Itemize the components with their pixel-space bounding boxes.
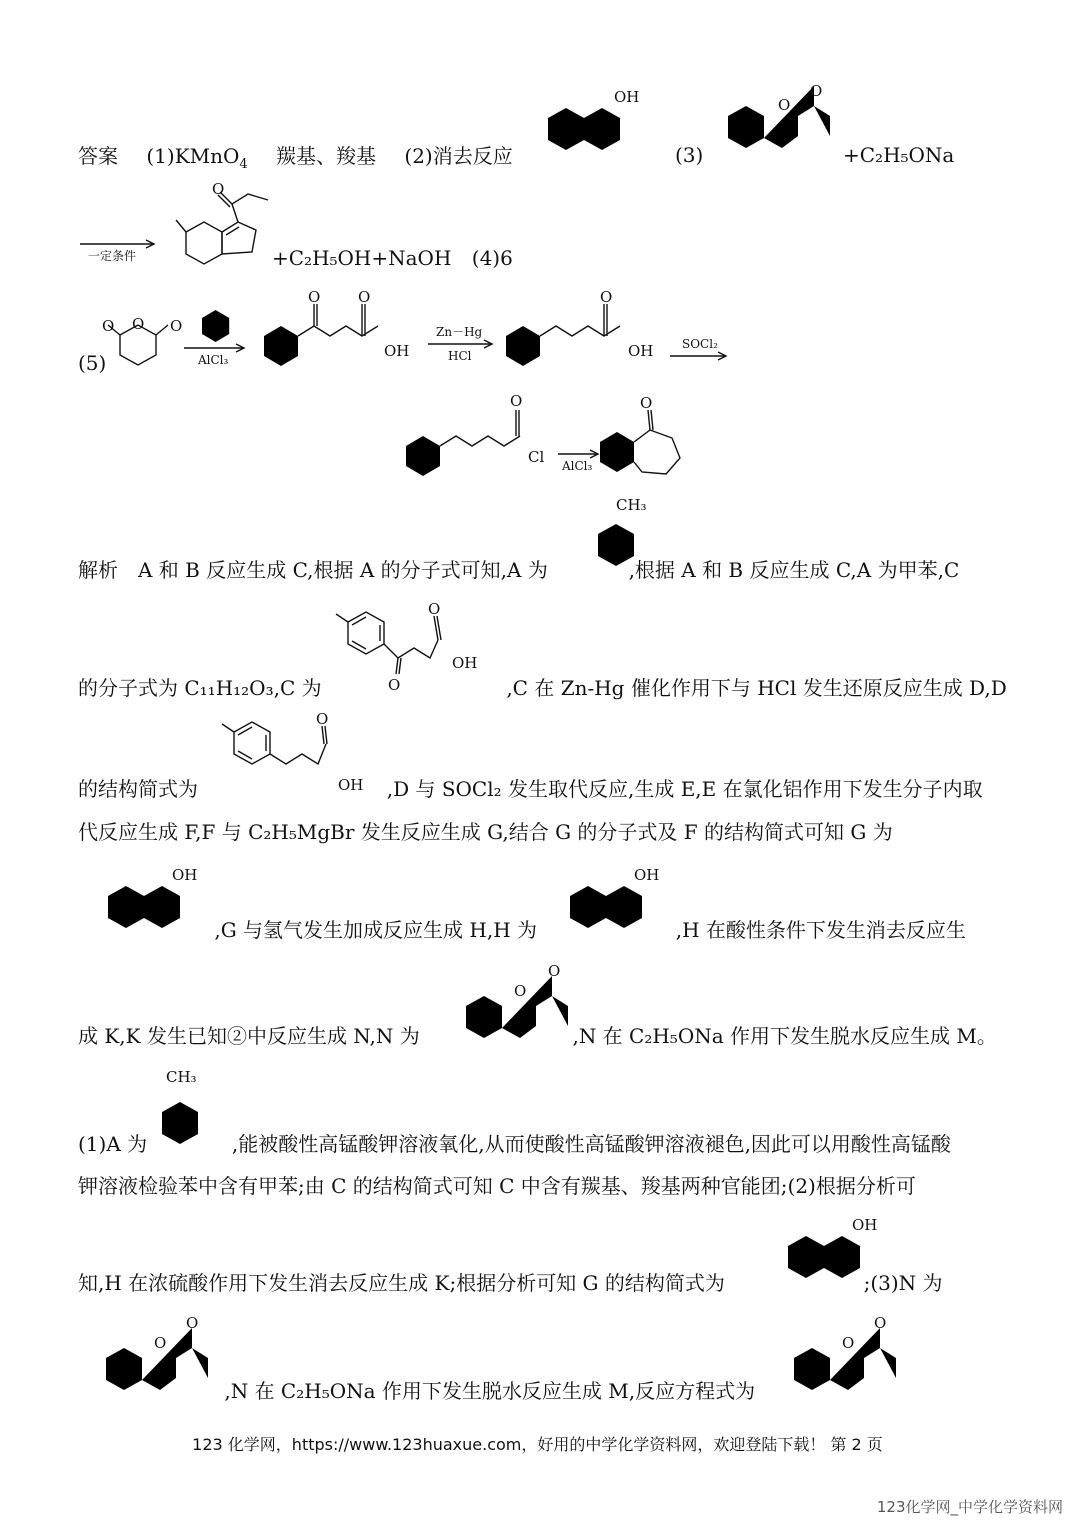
- svg-text:OH: OH: [628, 342, 654, 360]
- structure-n-equation: [772, 1314, 912, 1408]
- structure-g-analysis: [86, 866, 226, 946]
- svg-text:O: O: [132, 315, 145, 333]
- analysis-line-7: (1)A 为 ,能被酸性高锰酸钾溶液氧化,从而使酸性高锰酸钾溶液褪色,因此可以用酸性高锰酸: [78, 1132, 951, 1156]
- answer-groups: 羰基、羧基: [276, 144, 377, 168]
- svg-text:OH: OH: [452, 654, 478, 672]
- svg-text:O: O: [212, 180, 225, 198]
- svg-text:O: O: [388, 676, 401, 694]
- structure-toluene-2: [138, 1068, 218, 1158]
- svg-text:OH: OH: [634, 866, 660, 884]
- answer-part-4: (4)6: [471, 246, 513, 270]
- svg-text:SOCl₂: SOCl₂: [682, 337, 718, 351]
- svg-text:O: O: [316, 710, 329, 728]
- structure-toluene-1: [574, 496, 654, 576]
- answer-part-5: (5): [78, 351, 107, 375]
- oh-label: OH: [614, 88, 640, 106]
- reaction-arrow-cond: [80, 236, 160, 266]
- structure-n-part3: [84, 1314, 224, 1408]
- svg-text:O: O: [874, 1314, 887, 1332]
- structure-m: [176, 180, 286, 274]
- svg-text:O: O: [358, 288, 371, 306]
- svg-text:O: O: [428, 600, 441, 618]
- analysis-line-5: ,G 与氢气发生加成反应生成 H,H 为 ,H 在酸性条件下发生消去反应生: [214, 918, 966, 942]
- structure-g-answer: [526, 88, 666, 168]
- arrow-znhg-hcl: [428, 322, 498, 362]
- svg-text:O: O: [778, 96, 791, 114]
- arrow-benzene-alcl3: [184, 310, 254, 370]
- structure-g-part2: [766, 1216, 906, 1296]
- svg-text:O: O: [514, 982, 527, 1000]
- svg-text:AlCl₃: AlCl₃: [562, 459, 593, 473]
- svg-text:OH: OH: [384, 342, 410, 360]
- svg-text:O: O: [640, 394, 653, 412]
- answer-label: 答案: [78, 144, 118, 168]
- structure-n-analysis: [444, 962, 584, 1056]
- svg-text:O: O: [170, 317, 183, 335]
- svg-text:一定条件: 一定条件: [88, 249, 137, 263]
- phenylvaleric-acid: [502, 288, 672, 368]
- svg-text:Zn－Hg: Zn－Hg: [436, 325, 483, 339]
- svg-text:O: O: [186, 1314, 199, 1332]
- benzosuberone: [596, 394, 716, 484]
- structure-d: [214, 710, 384, 800]
- analysis-line-4: 代反应生成 F,F 与 C₂H₅MgBr 发生反应生成 G,结合 G 的分子式及 F 的结构简式可知 G 为: [78, 820, 893, 844]
- answer-part-3: (3): [675, 143, 704, 167]
- acyl-chloride: [402, 388, 572, 478]
- analysis-line-6: 成 K,K 发生已知②中反应生成 N,N 为 ,N 在 C₂H₅ONa 作用下发生脱水反应生成 M。: [78, 1024, 997, 1048]
- analysis-line-8: 钾溶液检验苯中含有甲苯;由 C 的结构简式可知 C 中含有羰基、羧基两种官能团;(2)根据分析可: [78, 1174, 916, 1198]
- structure-n-answer: [706, 80, 846, 160]
- structure-h: [548, 866, 688, 946]
- svg-text:OH: OH: [338, 776, 364, 794]
- svg-text:O: O: [308, 288, 321, 306]
- keto-acid: [260, 288, 420, 368]
- svg-text:O: O: [510, 392, 523, 410]
- watermark: 123化学网_中学化学资料网: [876, 1498, 1063, 1516]
- svg-text:OH: OH: [852, 1216, 878, 1234]
- answer-line-2: [272, 246, 513, 270]
- svg-text:O: O: [102, 317, 115, 335]
- svg-text:O: O: [154, 1334, 167, 1352]
- answer-reagent: +C₂H₅ONa: [843, 143, 955, 167]
- svg-text:O: O: [548, 962, 561, 980]
- answer-part-1: (1)KMnO$_4$: [146, 144, 248, 172]
- answer-products: +C₂H₅OH+NaOH: [272, 246, 452, 270]
- arrow-socl2: [670, 336, 740, 366]
- analysis-line-10: ,N 在 C₂H₅ONa 作用下发生脱水反应生成 M,反应方程式为: [224, 1379, 756, 1403]
- analysis-line-9: 知,H 在浓硫酸作用下发生消去反应生成 K;根据分析可知 G 的结构简式为 ;(3)N 为: [78, 1271, 943, 1295]
- analysis-line-2: 的分子式为 C₁₁H₁₂O₃,C 为 ,C 在 Zn-Hg 催化作用下与 HCl 发生还原反应生成 D,D: [78, 676, 1007, 700]
- page-footer: 123 化学网，https://www.123huaxue.com，好用的中学化学资料网，欢迎登陆下载！ 第 2 页: [192, 1435, 883, 1454]
- svg-text:O: O: [600, 288, 613, 306]
- svg-text:AlCl₃: AlCl₃: [198, 353, 229, 367]
- svg-text:O: O: [842, 1334, 855, 1352]
- analysis-line-3: 的结构简式为 ,D 与 SOCl₂ 发生取代反应,生成 E,E 在氯化铝作用下发生分子内取: [78, 777, 983, 801]
- svg-text:Cl: Cl: [528, 448, 545, 466]
- glutaric-anhydride: [100, 305, 190, 375]
- svg-text:O: O: [810, 82, 823, 100]
- analysis-line-1: 解析 A 和 B 反应生成 C,根据 A 的分子式可知,A 为 ,根据 A 和 B 反应生成 C,A 为甲苯,C: [78, 558, 960, 582]
- svg-text:OH: OH: [172, 866, 198, 884]
- svg-text:HCl: HCl: [448, 349, 472, 363]
- answer-part-2: (2)消去反应: [404, 144, 513, 168]
- svg-text:CH₃: CH₃: [616, 496, 647, 514]
- svg-text:CH₃: CH₃: [166, 1068, 197, 1086]
- structure-c: [328, 600, 498, 696]
